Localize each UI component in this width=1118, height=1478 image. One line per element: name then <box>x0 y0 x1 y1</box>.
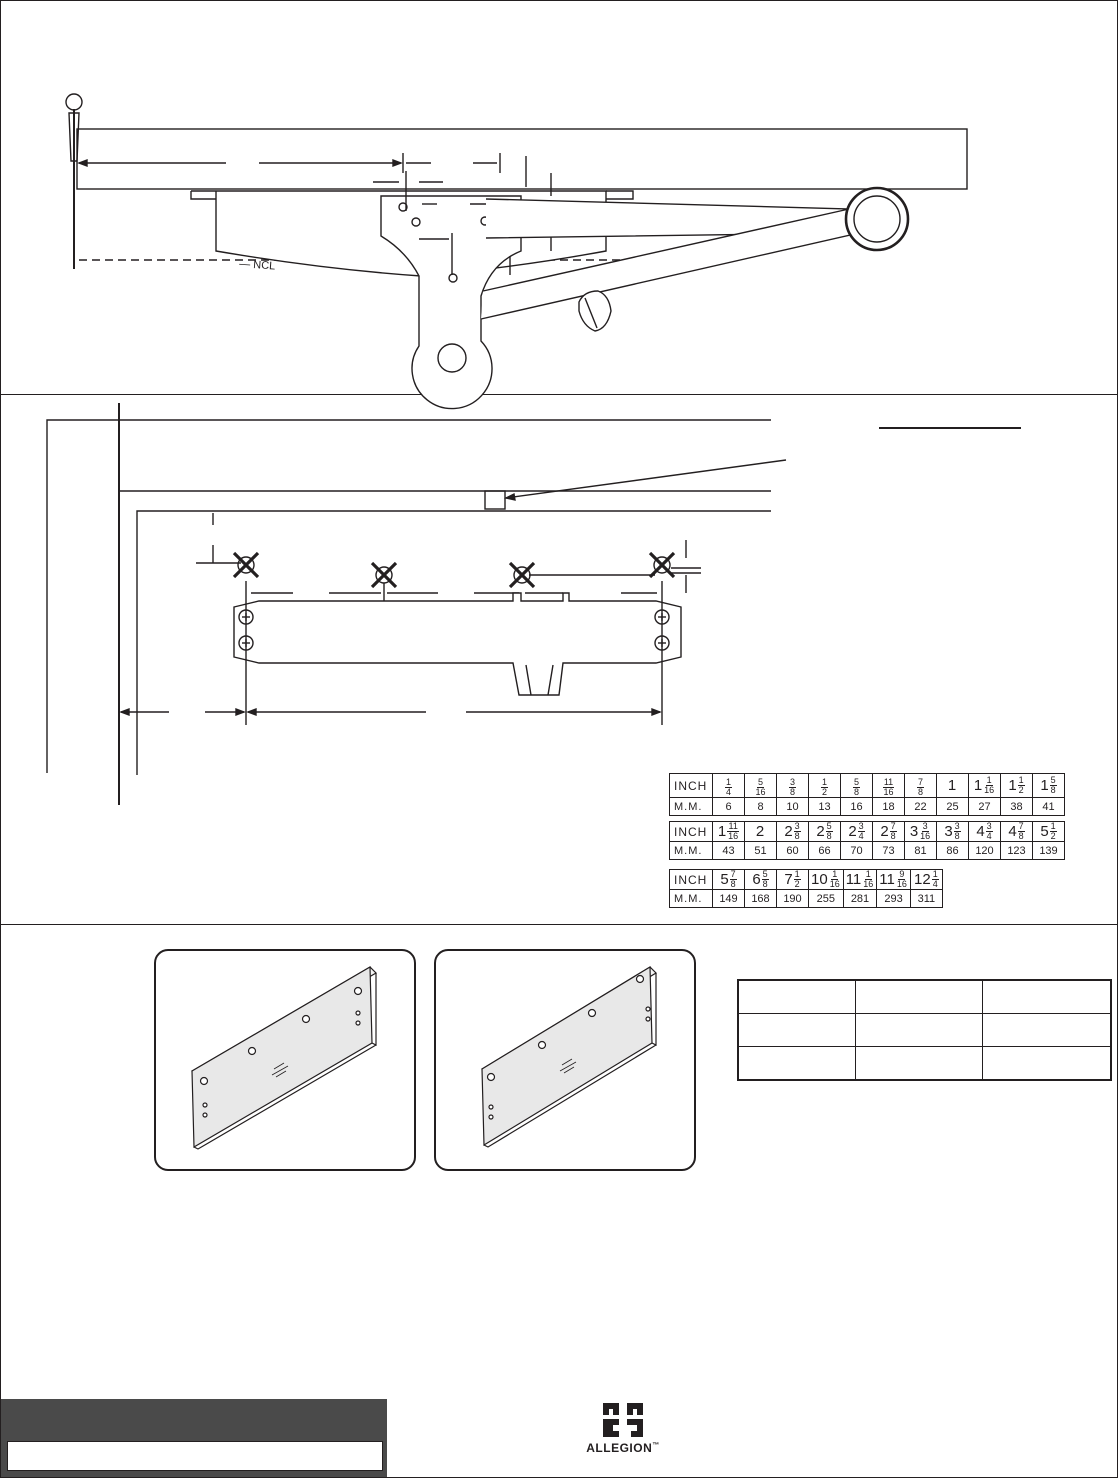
mm-cell: 18 <box>873 798 905 816</box>
conversion-table-2 <box>669 821 1065 860</box>
mm-cell: 6 <box>713 798 745 816</box>
inch-cell: 1 5 8 <box>1033 774 1065 798</box>
closer-side-view-drawing <box>1 1 1117 394</box>
inch-cell: 1 4 <box>713 774 745 798</box>
mm-cell: 8 <box>745 798 777 816</box>
closer-side-view-panel <box>1 1 1117 395</box>
mm-cell: 43 <box>713 842 745 860</box>
allegion-logo <box>573 1399 673 1463</box>
mm-cell: 25 <box>937 798 969 816</box>
door-edge <box>77 129 967 189</box>
mm-cell: 13 <box>809 798 841 816</box>
plate-spec-table <box>737 979 1112 1081</box>
inch-cell: 1 11 16 <box>713 822 745 842</box>
mm-cell: 293 <box>877 890 911 908</box>
conversion-table-1 <box>669 773 1065 816</box>
spec-cell <box>983 1047 1112 1081</box>
mm-cell: 168 <box>745 890 777 908</box>
plate-card-2 <box>434 949 696 1171</box>
inch-cell: 12 1 4 <box>910 870 942 890</box>
mm-cell: 123 <box>1001 842 1033 860</box>
inch-cell: 4 7 8 <box>1001 822 1033 842</box>
spec-cell <box>983 1014 1112 1047</box>
allegion-logo-icon <box>573 1399 673 1441</box>
arm-adjust-knuckle-icon <box>579 291 611 331</box>
hinge-pin-icon <box>66 94 82 269</box>
inch-cell: 11 9 16 <box>877 870 911 890</box>
spec-cell <box>983 980 1112 1014</box>
inch-cell: 5 7 8 <box>713 870 745 890</box>
mounting-plate-1-icon <box>156 951 414 1169</box>
mm-label: M.M. <box>670 798 713 816</box>
spec-cell <box>738 1047 856 1081</box>
inch-cell: 1 2 <box>809 774 841 798</box>
conversion-table-3 <box>669 869 943 908</box>
mounting-plate-panel <box>1 925 1117 1477</box>
mm-label: M.M. <box>670 842 713 860</box>
mm-cell: 255 <box>809 890 844 908</box>
inch-cell: 1 1 2 <box>1001 774 1033 798</box>
inch-cell: 11 1 16 <box>843 870 877 890</box>
inch-cell: 2 7 8 <box>873 822 905 842</box>
arm-elbow-icon <box>846 188 908 250</box>
hole-mark-1-icon <box>234 553 258 577</box>
inch-cell: 5 8 <box>841 774 873 798</box>
inch-cell: 4 3 4 <box>969 822 1001 842</box>
mm-cell: 120 <box>969 842 1001 860</box>
inch-cell: 3 3 16 <box>905 822 937 842</box>
inch-cell: 10 1 16 <box>809 870 844 890</box>
inch-cell: 5 1 2 <box>1033 822 1065 842</box>
template-frame-panel <box>1 395 1117 925</box>
mm-cell: 60 <box>777 842 809 860</box>
mm-cell: 281 <box>843 890 877 908</box>
plate-card-1 <box>154 949 416 1171</box>
inch-cell: 5 16 <box>745 774 777 798</box>
footer-box <box>7 1441 383 1471</box>
mm-cell: 86 <box>937 842 969 860</box>
inch-cell: 2 <box>745 822 777 842</box>
mm-cell: 16 <box>841 798 873 816</box>
mm-cell: 81 <box>905 842 937 860</box>
spec-cell <box>856 1014 983 1047</box>
mm-cell: 139 <box>1033 842 1065 860</box>
inch-cell: 2 5 8 <box>809 822 841 842</box>
inch-cell: 3 8 <box>777 774 809 798</box>
spec-cell <box>738 1014 856 1047</box>
hole-mark-4-icon <box>650 553 674 577</box>
inch-cell: 2 3 8 <box>777 822 809 842</box>
spec-cell <box>856 1047 983 1081</box>
mm-cell: 70 <box>841 842 873 860</box>
inch-label: INCH <box>670 822 713 842</box>
mm-cell: 66 <box>809 842 841 860</box>
inch-cell: 3 3 8 <box>937 822 969 842</box>
inch-label: INCH <box>670 870 713 890</box>
mm-cell: 149 <box>713 890 745 908</box>
inch-cell: 7 8 <box>905 774 937 798</box>
inch-cell: 6 5 8 <box>745 870 777 890</box>
inch-cell: 1 <box>937 774 969 798</box>
mm-cell: 190 <box>777 890 809 908</box>
inch-cell: 11 16 <box>873 774 905 798</box>
mm-cell: 22 <box>905 798 937 816</box>
inch-cell: 2 3 4 <box>841 822 873 842</box>
mm-label: M.M. <box>670 890 713 908</box>
mm-cell: 73 <box>873 842 905 860</box>
mm-cell: 38 <box>1001 798 1033 816</box>
inch-cell: 7 1 2 <box>777 870 809 890</box>
brand-name: ALLEGION™ <box>586 1441 660 1455</box>
spec-cell <box>738 980 856 1014</box>
inch-label: INCH <box>670 774 713 798</box>
footer-bar <box>1 1399 387 1477</box>
mm-cell: 10 <box>777 798 809 816</box>
inch-cell: 1 1 16 <box>969 774 1001 798</box>
closer-brand-mark: — NCL <box>238 258 276 273</box>
mounting-plate-2-icon <box>436 951 694 1169</box>
mm-cell: 51 <box>745 842 777 860</box>
mm-cell: 311 <box>910 890 942 908</box>
spec-cell <box>856 980 983 1014</box>
mm-cell: 27 <box>969 798 1001 816</box>
mm-cell: 41 <box>1033 798 1065 816</box>
